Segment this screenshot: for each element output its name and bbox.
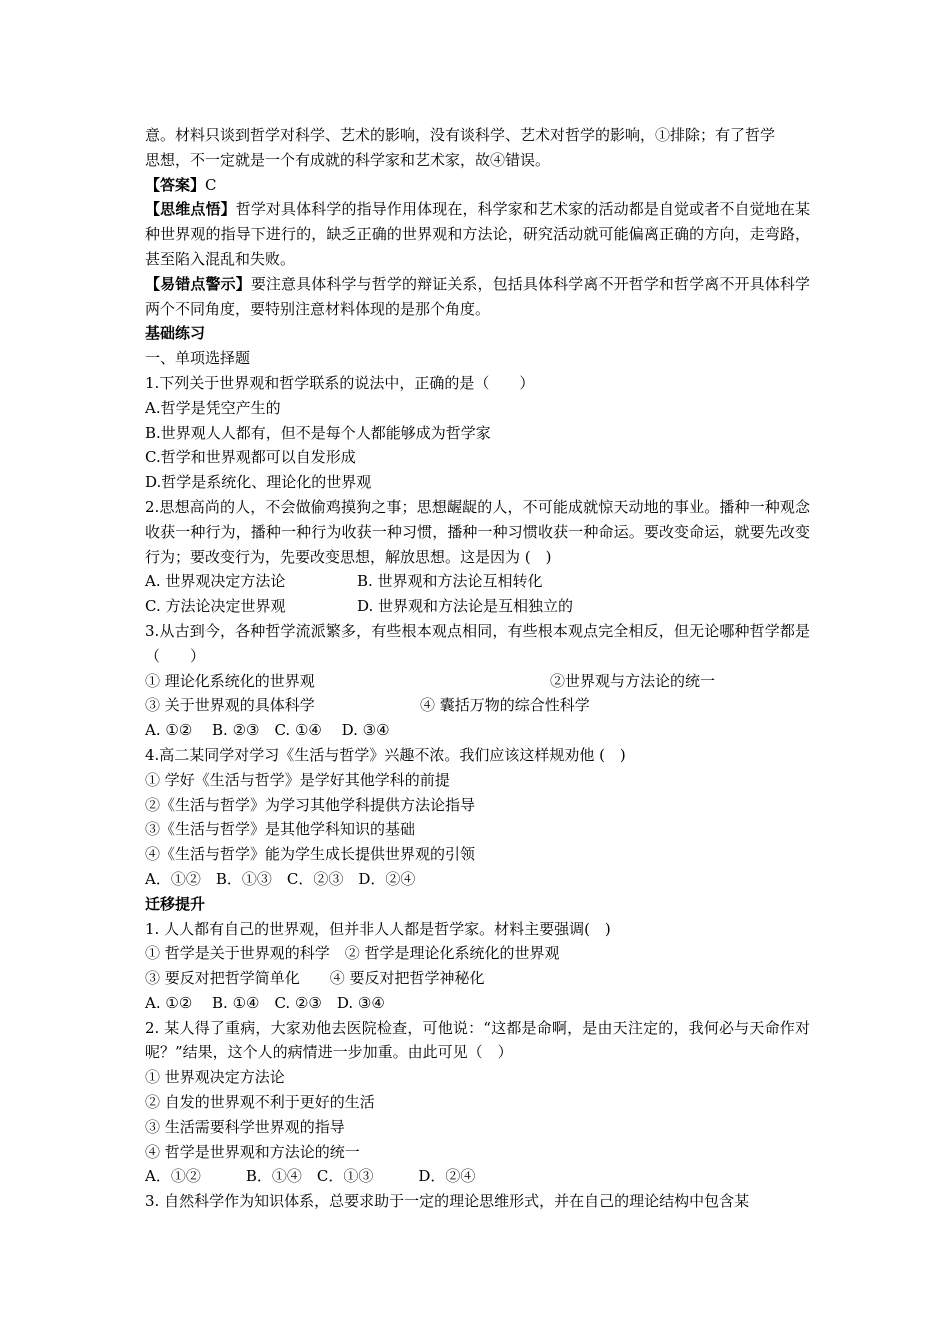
adv-q1-stem: 1. 人人都有自己的世界观，但并非人人都是哲学家。材料主要强调( ) xyxy=(145,919,611,938)
q2-option-b: B. 世界观和方法论互相转化 xyxy=(357,572,543,591)
basic-heading: 基础练习 xyxy=(145,324,206,343)
thinking-text: 哲学对具体科学的指导作用体现在，科学家和艺术家的活动都是自觉或者不自觉地在某种世界观的指导下进行的，缺乏正确的世界观和方法论，研究活动就可能偏离正确的方向，走弯路，甚至陷入混乱和失败。 xyxy=(145,200,810,268)
q3-option-3: ③ 关于世界观的具体科学 xyxy=(145,696,315,715)
q3-options-row-1 xyxy=(145,669,810,694)
q4-option-4: ④《生活与哲学》能为学生成长提供世界观的引领 xyxy=(145,845,476,864)
q3-option-1: ① 理论化系统化的世界观 xyxy=(145,671,315,690)
q2-options-row-1 xyxy=(145,569,810,594)
q1-option-b: B.世界观人人都有，但不是每个人都能够成为哲学家 xyxy=(145,423,491,442)
warning-text: 要注意具体科学与哲学的辩证关系，包括具体科学离不开哲学和哲学离不开具体科学两个不同角度，要特别注意材料体现的是那个角度。 xyxy=(145,274,810,318)
intro-line-1: 意。材料只谈到哲学对科学、艺术的影响，没有谈科学、艺术对哲学的影响，①排除；有了哲学 xyxy=(145,126,776,144)
adv-q1-options-row-2: ③ 要反对把哲学简单化 ④ 要反对把哲学神秘化 xyxy=(145,969,485,988)
adv-q1-options-row-1: ① 哲学是关于世界观的科学 ② 哲学是理论化系统化的世界观 xyxy=(145,944,560,963)
q4-choices: A．①② B．①③ C．②③ D．②④ xyxy=(145,869,416,888)
q3-options-row-2 xyxy=(145,693,810,718)
q2-option-d: D. 世界观和方法论是互相独立的 xyxy=(357,597,574,616)
q4-option-1: ① 学好《生活与哲学》是学好其他学科的前提 xyxy=(145,770,450,789)
q1-stem: 1.下列关于世界观和哲学联系的说法中，正确的是（ ） xyxy=(145,373,535,392)
answer-value: C xyxy=(205,175,217,194)
q2-option-c: C. 方法论决定世界观 xyxy=(145,597,286,616)
q4-stem: 4.高二某同学对学习《生活与哲学》兴趣不浓。我们应该这样规劝他 ( ) xyxy=(145,745,626,764)
adv-q2-option-3: ③ 生活需要科学世界观的指导 xyxy=(145,1117,345,1136)
answer-line xyxy=(145,173,810,198)
q3-option-4: ④ 囊括万物的综合性科学 xyxy=(420,696,590,715)
q3-stem: 3.从古到今，各种哲学流派繁多，有些根本观点相同，有些根本观点完全相反，但无论哪种哲学都是（ ） xyxy=(145,621,810,665)
adv-q1-choices: A. ①② B. ①④ C. ②③ D. ③④ xyxy=(145,993,385,1012)
adv-q2-option-2: ② 自发的世界观不利于更好的生活 xyxy=(145,1093,375,1112)
q4-option-3: ③《生活与哲学》是其他学科知识的基础 xyxy=(145,820,416,839)
q1-option-a: A.哲学是凭空产生的 xyxy=(145,398,281,417)
q1-option-d: D.哲学是系统化、理论化的世界观 xyxy=(145,473,372,492)
warning-label: 【易错点警示】 xyxy=(145,274,251,293)
answer-label: 【答案】 xyxy=(145,175,206,194)
q2-options-row-2 xyxy=(145,594,810,619)
adv-q2-choices: A．①② B．①④ C．①③ D．②④ xyxy=(145,1167,476,1186)
adv-q2-option-1: ① 世界观决定方法论 xyxy=(145,1068,285,1087)
q3-option-2: ②世界观与方法论的统一 xyxy=(550,671,716,690)
document-page xyxy=(145,123,810,1214)
q2-option-a: A. 世界观决定方法论 xyxy=(145,572,286,591)
thinking-label: 【思维点悟】 xyxy=(145,200,236,219)
warning-paragraph xyxy=(145,272,810,322)
adv-q2-stem: 2. 某人得了重病，大家劝他去医院检查，可他说：“这都是命啊，是由天注定的，我何必与天命作对呢？”结果，这个人的病情进一步加重。由此可见（ ） xyxy=(145,1018,810,1062)
advance-heading: 迁移提升 xyxy=(145,894,206,913)
adv-q3-stem: 3. 自然科学作为知识体系，总要求助于一定的理论思维形式，并在自己的理论结构中包含某 xyxy=(145,1192,750,1211)
q3-choices: A. ①② B. ②③ C. ①④ D. ③④ xyxy=(145,721,390,740)
basic-subheading: 一、单项选择题 xyxy=(145,349,251,368)
q1-option-c: C.哲学和世界观都可以自发形成 xyxy=(145,448,356,467)
q2-stem: 2.思想高尚的人，不会做偷鸡摸狗之事；思想龌龊的人，不可能成就惊天动地的事业。播种一种观念收获一种行为，播种一种行为收获一种习惯，播种一种习惯收获一种命运。要改变命运，就要先改变行为；要改变行为，先要改变思想，解放思想。这是因为 ( ) xyxy=(145,497,810,566)
intro-line-2: 思想，不一定就是一个有成就的科学家和艺术家，故④错误。 xyxy=(145,150,551,169)
adv-q2-option-4: ④ 哲学是世界观和方法论的统一 xyxy=(145,1142,360,1161)
thinking-paragraph xyxy=(145,197,810,271)
q4-option-2: ②《生活与哲学》为学习其他学科提供方法论指导 xyxy=(145,795,476,814)
